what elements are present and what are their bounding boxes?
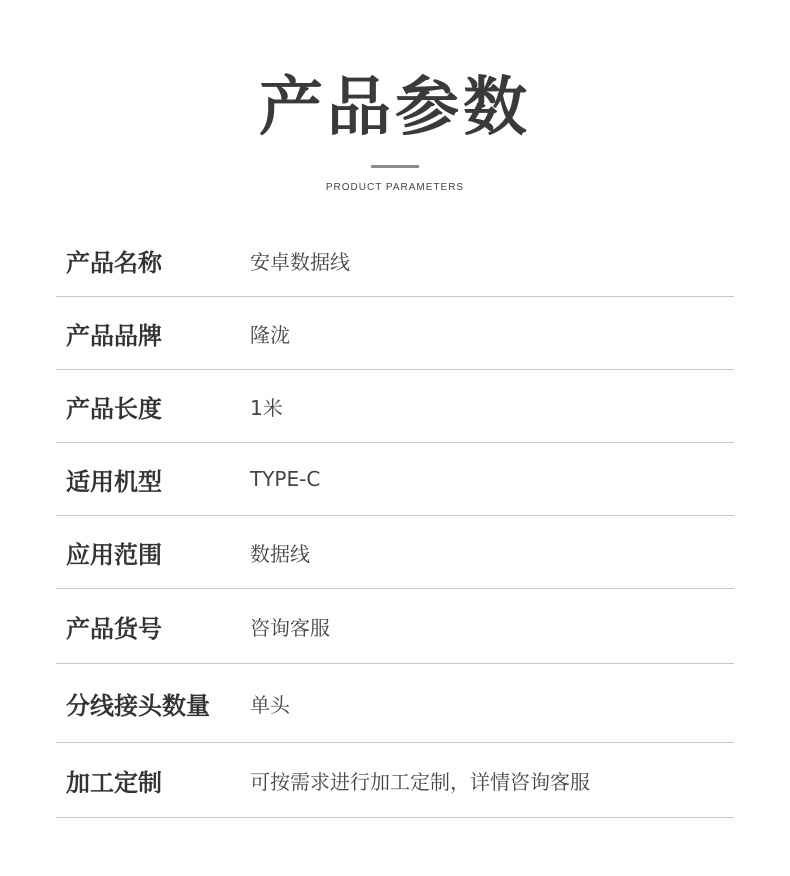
param-value: TYPE-C	[250, 467, 321, 491]
param-value: 隆泷	[250, 322, 290, 347]
param-value: 可按需求进行加工定制，详情咨询客服	[250, 769, 590, 794]
param-label: 产品货号	[66, 614, 162, 643]
param-row-name	[56, 224, 734, 297]
param-label: 适用机型	[66, 467, 162, 496]
param-value: 数据线	[250, 541, 310, 566]
param-label: 应用范围	[66, 540, 162, 569]
param-row-length	[56, 370, 734, 443]
param-label: 加工定制	[66, 768, 162, 797]
param-row-scope	[56, 516, 734, 589]
param-label: 分线接头数量	[66, 691, 210, 720]
param-row-brand	[56, 297, 734, 370]
param-row-item-number	[56, 589, 734, 664]
param-value: 单头	[250, 692, 290, 717]
param-value: 咨询客服	[250, 615, 330, 640]
parameter-table	[56, 224, 734, 818]
param-label: 产品品牌	[66, 321, 162, 350]
page-subtitle: PRODUCT PARAMETERS	[325, 182, 465, 193]
param-row-customization	[56, 743, 734, 818]
param-value: 1米	[250, 395, 283, 420]
param-label: 产品长度	[66, 394, 162, 423]
param-label: 产品名称	[66, 248, 162, 277]
page-title: 产品参数	[259, 71, 531, 145]
param-row-model	[56, 443, 734, 516]
param-row-connector-count	[56, 664, 734, 743]
param-value: 安卓数据线	[250, 249, 350, 274]
title-divider	[371, 165, 419, 168]
